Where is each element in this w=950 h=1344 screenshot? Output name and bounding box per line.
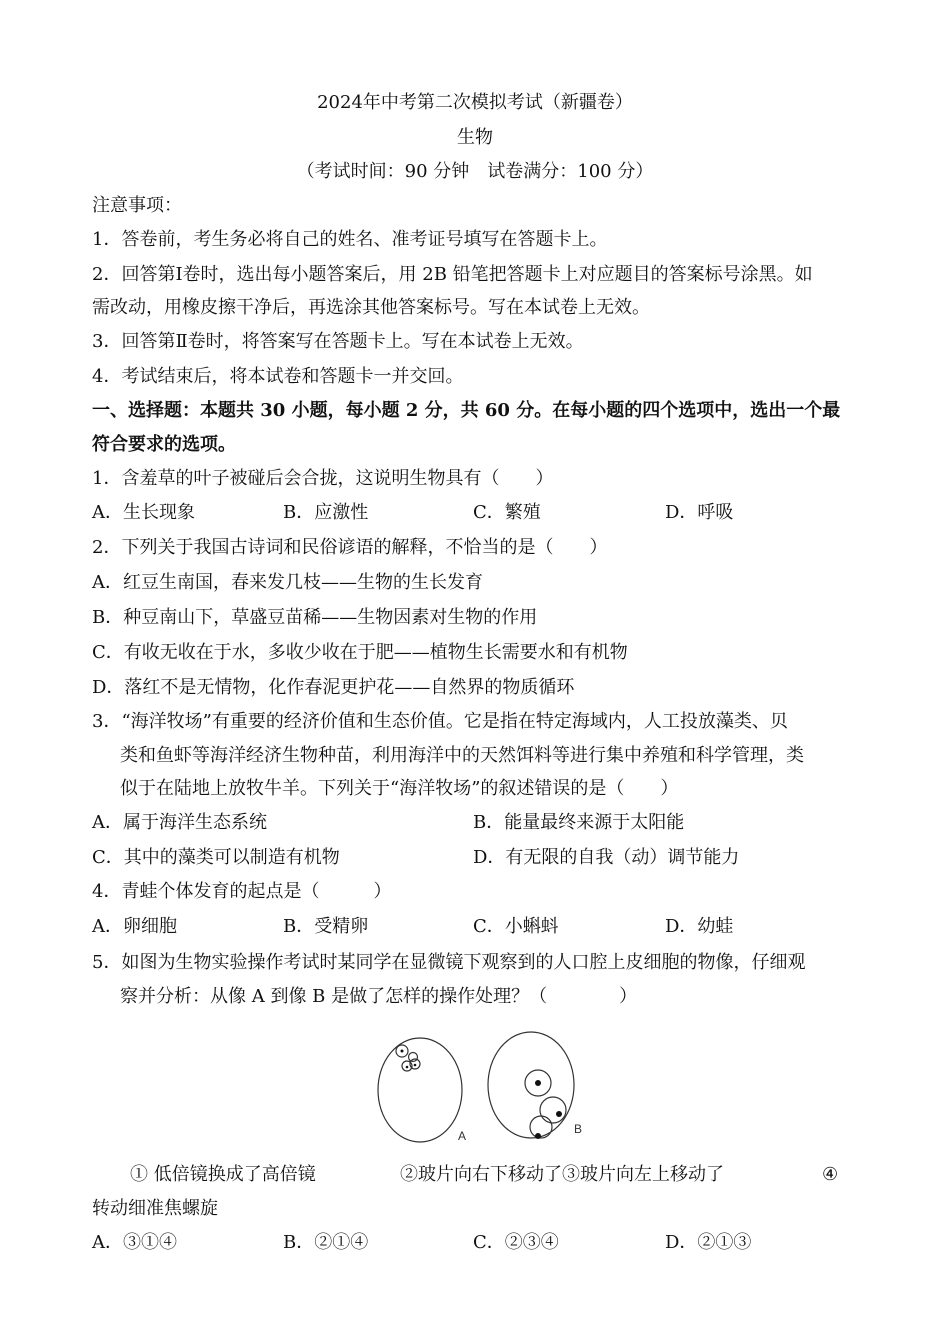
figure-label-b: B <box>574 1122 583 1136</box>
notice-item: 2．回答第Ⅰ卷时，选出每小题答案后，用 2B 铅笔把答题卡上对应题目的答案标号涂黑。如 <box>92 264 813 285</box>
nucleus-a-1 <box>401 1050 404 1053</box>
q1-option-a: A．生长现象 <box>92 502 195 523</box>
q5-option-d: D．②①③ <box>665 1232 752 1253</box>
nucleus-a-2 <box>406 1066 409 1069</box>
q1-option-c: C．繁殖 <box>473 502 541 523</box>
question-5-stem: 5．如图为生物实验操作考试时某同学在显微镜下观察到的人口腔上皮细胞的物像，仔细观 <box>92 952 806 973</box>
microscope-figure <box>372 1030 602 1150</box>
q2-option-c: C．有收无收在于水，多收少收在于肥——植物生长需要水和有机物 <box>92 642 628 663</box>
q1-option-b: B．应激性 <box>283 502 369 523</box>
question-3-stem-cont: 似于在陆地上放牧牛羊。下列关于“海洋牧场”的叙述错误的是（ ） <box>120 778 679 799</box>
q5-choice-2-3: ②玻片向右下移动了③玻片向左上移动了 <box>400 1164 724 1185</box>
nucleus-b-3 <box>535 1133 541 1139</box>
question-3-stem-cont: 类和鱼虾等海洋经济生物种苗，利用海洋中的天然饵料等进行集中养殖和科学管理，类 <box>120 745 804 766</box>
q4-option-c: C．小蝌蚪 <box>473 916 559 937</box>
nucleus-b-1 <box>535 1080 541 1086</box>
section-heading: 一、选择题：本题共 30 小题，每小题 2 分，共 60 分。在每小题的四个选项中，选出一个最 <box>92 400 841 421</box>
q5-choice-4: ④ <box>822 1164 839 1185</box>
q3-option-d: D．有无限的自我（动）调节能力 <box>473 847 740 868</box>
q5-option-a: A．③①④ <box>92 1232 177 1253</box>
nucleus-b-2 <box>556 1111 562 1117</box>
q1-option-d: D．呼吸 <box>665 502 734 523</box>
notice-item: 1．答卷前，考生务必将自己的姓名、准考证号填写在答题卡上。 <box>92 229 608 250</box>
q5-choice-4-text: 转动细准焦螺旋 <box>92 1198 218 1219</box>
notice-item: 需改动，用橡皮擦干净后，再选涂其他答案标号。写在本试卷上无效。 <box>92 297 650 318</box>
figure-label-a: A <box>458 1129 467 1143</box>
notice-heading: 注意事项： <box>92 195 182 216</box>
notice-item: 3．回答第Ⅱ卷时，将答案写在答题卡上。写在本试卷上无效。 <box>92 331 584 352</box>
question-1-stem: 1．含羞草的叶子被碰后会合拢，这说明生物具有（ ） <box>92 468 554 489</box>
subject-title: 生物 <box>457 127 493 148</box>
q2-option-a: A．红豆生南国，春来发几枝——生物的生长发育 <box>92 572 483 593</box>
q2-option-d: D．落红不是无情物，化作春泥更护花——自然界的物质循环 <box>92 677 575 698</box>
q4-option-b: B．受精卵 <box>283 916 369 937</box>
q5-choice-1: ① 低倍镜换成了高倍镜 <box>130 1164 316 1185</box>
notice-item: 4．考试结束后，将本试卷和答题卡一并交回。 <box>92 366 464 387</box>
q3-option-c: C．其中的藻类可以制造有机物 <box>92 847 340 868</box>
view-a-circle <box>378 1038 462 1142</box>
question-3-stem: 3．“海洋牧场”有重要的经济价值和生态价值。它是指在特定海域内，人工投放藻类、贝 <box>92 711 788 732</box>
q3-option-b: B．能量最终来源于太阳能 <box>473 812 685 833</box>
exam-info: （考试时间：90 分钟 试卷满分：100 分） <box>296 161 654 182</box>
cell-b-2 <box>540 1097 566 1123</box>
cell-a-4 <box>409 1053 418 1062</box>
q4-option-a: A．卵细胞 <box>92 916 177 937</box>
cell-b-3 <box>530 1116 552 1138</box>
q3-option-a: A．属于海洋生态系统 <box>92 812 267 833</box>
q5-option-b: B．②①④ <box>283 1232 369 1253</box>
q4-option-d: D．幼蛙 <box>665 916 734 937</box>
exam-title: 2024年中考第二次模拟考试（新疆卷） <box>317 92 633 113</box>
question-2-stem: 2．下列关于我国古诗词和民俗谚语的解释，不恰当的是（ ） <box>92 537 608 558</box>
question-4-stem: 4．青蛙个体发育的起点是（ ） <box>92 881 392 902</box>
nucleus-a-3 <box>414 1064 417 1067</box>
q5-option-c: C．②③④ <box>473 1232 559 1253</box>
section-heading-cont: 符合要求的选项。 <box>92 434 236 455</box>
q2-option-b: B．种豆南山下，草盛豆苗稀——生物因素对生物的作用 <box>92 607 538 628</box>
question-5-stem-cont: 察并分析：从像 A 到像 B 是做了怎样的操作处理？（ ） <box>120 986 638 1007</box>
